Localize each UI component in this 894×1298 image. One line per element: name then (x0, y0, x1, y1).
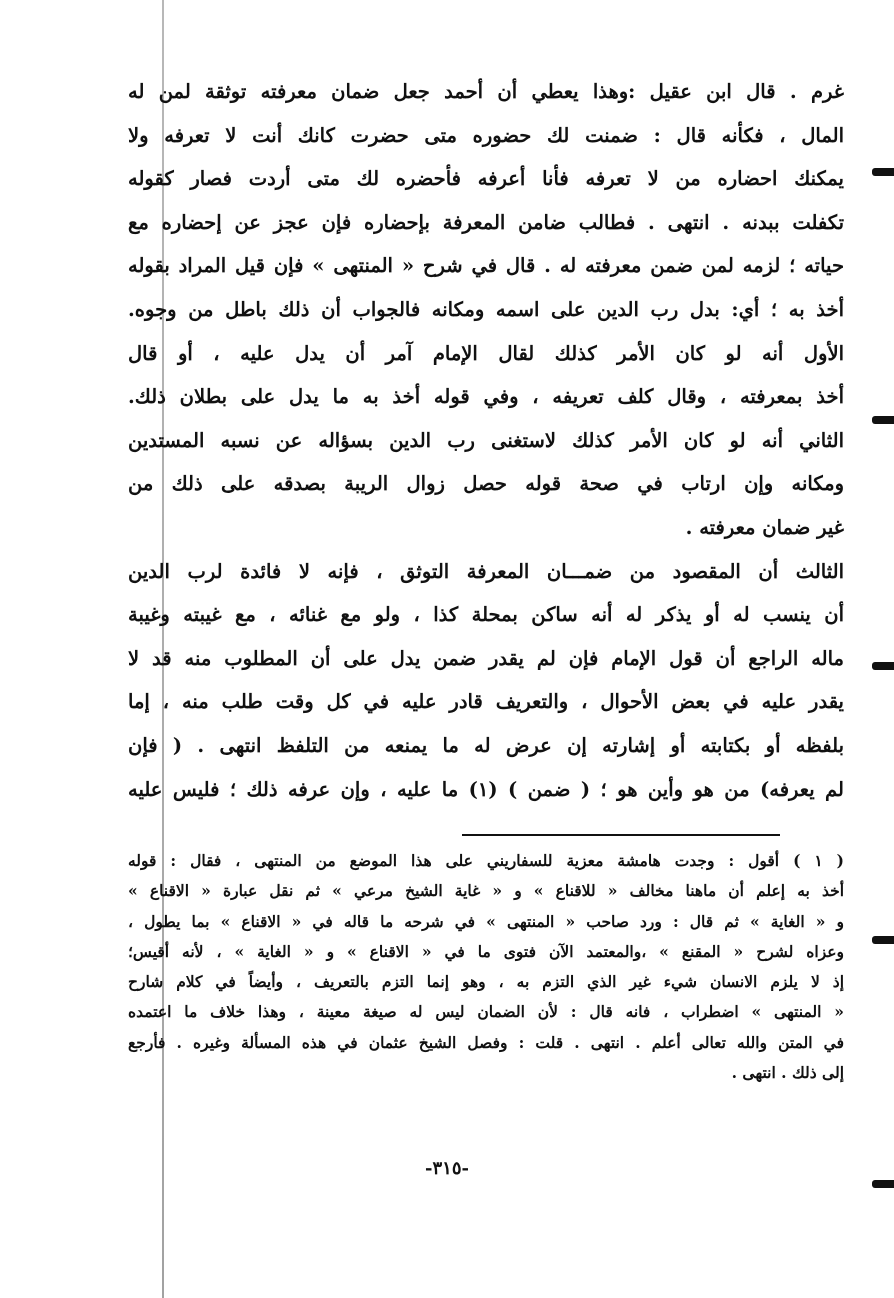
footnote-line: إلى ذلك . انتهى . (731, 1063, 844, 1083)
edge-tab-mark (872, 662, 894, 670)
body-line: تكفلت ببدنه . انتهى . فطالب ضامن المعرفة بإحضاره فإن عجز عن إحضاره مع (128, 210, 844, 234)
footnote-line: « المنتهى » اضطراب ، فانه قال : لأن الضمان ليس له صيغة معينة ، وهذا خلاف ما اعتمده (128, 1002, 844, 1022)
edge-tab-mark (872, 936, 894, 944)
body-line: ومكانه وإن ارتاب في صحة قوله حصل زوال الريبة بصدقه على ذلك من (128, 472, 844, 496)
body-line: المال ، فكأنه قال : ضمنت لك حضوره متى حضرت كانك أنت لا تعرفه ولا (128, 123, 844, 147)
body-line: غرم . قال ابن عقيل :وهذا يعطي أن أحمد جعل ضمان معرفته توثقة لمن له (128, 80, 844, 103)
body-line: الثالث أن المقصود من ضمـــان المعرفة التوثق ، فإنه لا فائدة لرب الدين (128, 559, 844, 583)
body-line: غير ضمان معرفته . (685, 515, 844, 539)
footnote-line: أخذ به إعلم أن ماهنا مخالف « للاقناع » و « غاية الشيخ مرعي » ثم نقل عبارة « الاقناع » (128, 881, 844, 901)
page-number: -٣١٥- (425, 1158, 469, 1179)
footnote-line: في المتن والله تعالى أعلم . انتهى . قلت : وفصل الشيخ عثمان في هذه المسألة وغيره . فأرجع (128, 1032, 844, 1052)
footnote-line: وعزاه لشرح « المقنع » ،والمعتمد الآن فتوى ما في « الاقناع » و « الغاية » ، لأنه أقيس؛ (128, 941, 844, 961)
body-line: أن ينسب له أو يذكر له أنه ساكن بمحلة كذا ، ولو مع غنائه ، مع غيبته وغيبة (128, 603, 844, 627)
body-line: أخذ به ؛ أي: بدل رب الدين على اسمه ومكانه فالجواب أن ذلك باطل من وجوه. (128, 297, 844, 321)
body-line: حياته ؛ لزمه لمن ضمن معرفته له . قال في شرح « المنتهى » فإن قيل المراد بقوله (128, 254, 844, 278)
footnote-line: ( ١ ) أقول : وجدت هامشة معزية للسفاريني على هذا الموضع من المنتهى ، فقال : قوله (128, 851, 844, 870)
body-line: ماله الراجع أن قول الإمام فإن لم يقدر ضمن يدل على أن المطلوب منه قد لا (128, 646, 844, 670)
body-line: أخذ بمعرفته ، وقال كلف تعريفه ، وفي قوله أخذ به ما يدل على بطلان ذلك. (128, 385, 844, 409)
footnote-line: و « الغاية » ثم قال : ورد صاحب « المنتهى » في شرحه ما قاله في « الاقناع » بما يطول ، (128, 911, 844, 931)
footnote-line: إذ لا يلزم الانسان شيء غير الذي التزم به ، وهو إنما التزم بالتعريف ، وأيضاً في كلام شارح (128, 972, 844, 992)
footnote-separator (462, 834, 780, 836)
edge-tab-mark (872, 168, 894, 176)
body-line: يقدر عليه في بعض الأحوال ، والتعريف قادر عليه في كل وقت طلب منه ، إما (128, 690, 844, 714)
body-line: يمكنك احضاره من لا تعرفه فأنا أعرفه فأحضره لك متى أردت فصار كقوله (128, 167, 844, 191)
footnote-block (128, 846, 844, 1088)
body-line: الثاني أنه لو كان الأمر كذلك لاستغنى رب الدين بسؤاله عن نسبه المستدين (128, 428, 844, 452)
edge-tab-mark (872, 1180, 894, 1188)
edge-tab-mark (872, 416, 894, 424)
body-line: بلفظه أو بكتابته أو إشارته إن عرض له ما يمنعه من التلفظ انتهى . ( فإن (128, 733, 844, 757)
body-line: الأول أنه لو كان الأمر كذلك لقال الإمام آمر أن يدل عليه ، أو قال (128, 341, 844, 365)
body-line: لم يعرفه) من هو وأين هو ؛ ( ضمن ) (١) ما عليه ، وإن عرفه ذلك ؛ فليس عليه (128, 777, 844, 801)
main-text-block (128, 70, 844, 811)
